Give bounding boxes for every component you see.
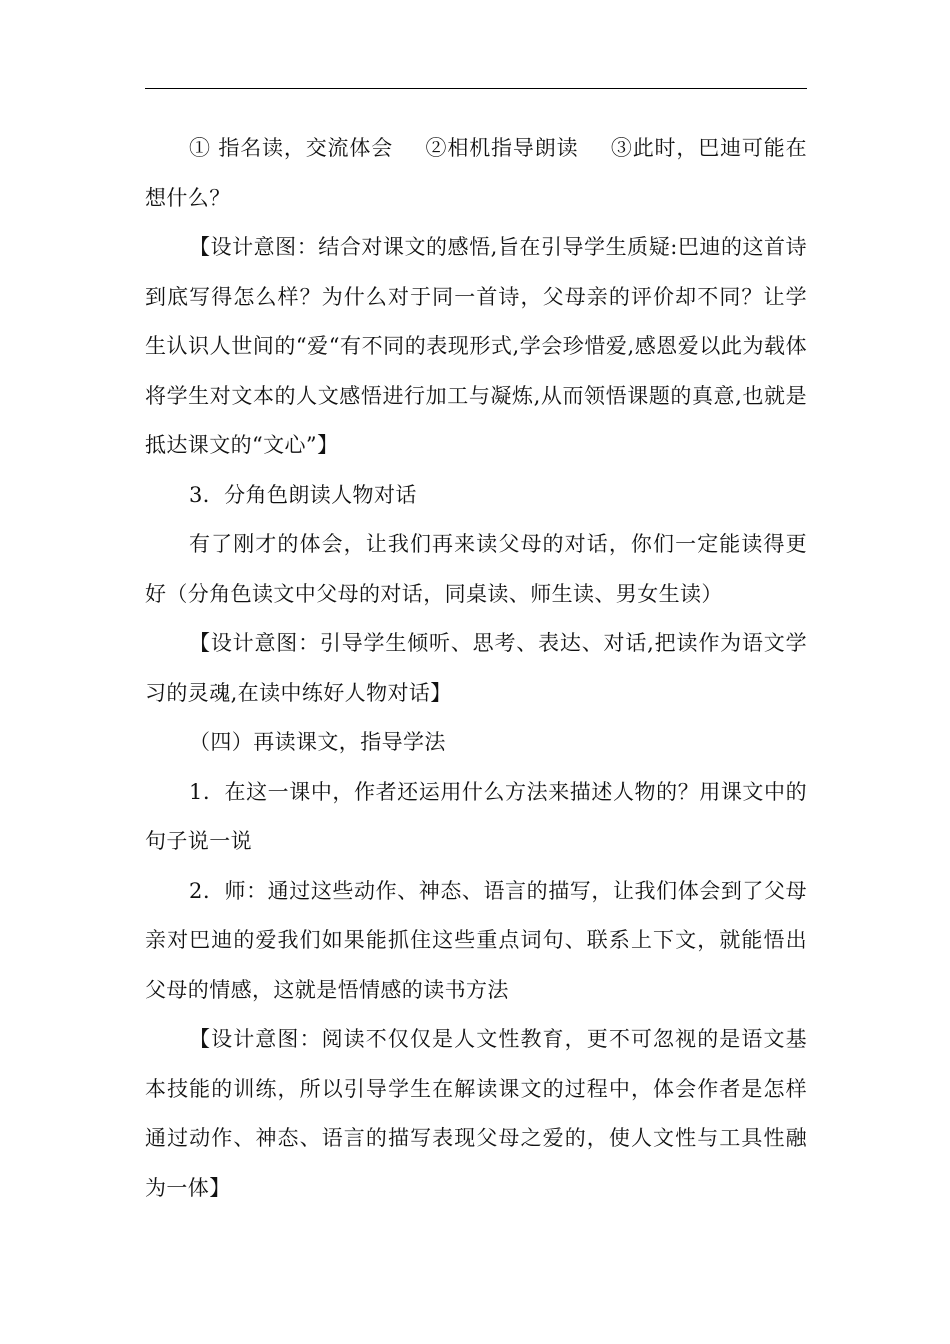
step-2: ②相机指导朗读 <box>425 136 579 160</box>
design-intent-3: 【设计意图：阅读不仅仅是人文性教育，更不可忽视的是语文基本技能的训练，所以引导学生在解读课文的过程中，体会作者是怎样通过动作、神态、语言的描写表现父母之爱的，使人文性与工具性融为一体】 <box>145 1027 807 1200</box>
step-3: ③此时，巴迪可能在想什么？ <box>145 136 807 210</box>
section-3-heading: 3．分角色朗读人物对话 <box>189 482 417 507</box>
section-4-heading: （四）再读课文，指导学法 <box>189 730 446 754</box>
document-body <box>145 124 807 1213</box>
role-reading-paragraph: 有了刚才的体会，让我们再来读父母的对话，你们一定能读得更好（分角色读文中父母的对话，同桌读、师生读、男女生读） <box>145 532 807 606</box>
design-intent-2: 【设计意图：引导学生倾听、思考、表达、对话,把读作为语文学习的灵魂,在读中练好人物对话】 <box>145 631 807 705</box>
header-rule <box>145 88 807 89</box>
item-2: 2．师：通过这些动作、神态、语言的描写，让我们体会到了父母亲对巴迪的爱我们如果能抓住这些重点词句、联系上下文，就能悟出父母的情感，这就是悟情感的读书方法 <box>145 878 807 1002</box>
design-intent-1: 【设计意图：结合对课文的感悟,旨在引导学生质疑:巴迪的这首诗到底写得怎么样？为什么对于同一首诗，父母亲的评价却不同？让学生认识人世间的“爱“有不同的表现形式,学会珍惜爱,感恩爱以此为载体将学生对文本的人文感悟进行加工与凝炼,从而领悟课题的真意,也就是抵达课文的“文心”】 <box>145 235 807 457</box>
step-1: ① 指名读，交流体会 <box>189 136 394 160</box>
reading-steps <box>145 124 807 223</box>
item-1: 1．在这一课中，作者还运用什么方法来描述人物的？用课文中的句子说一说 <box>145 779 807 853</box>
